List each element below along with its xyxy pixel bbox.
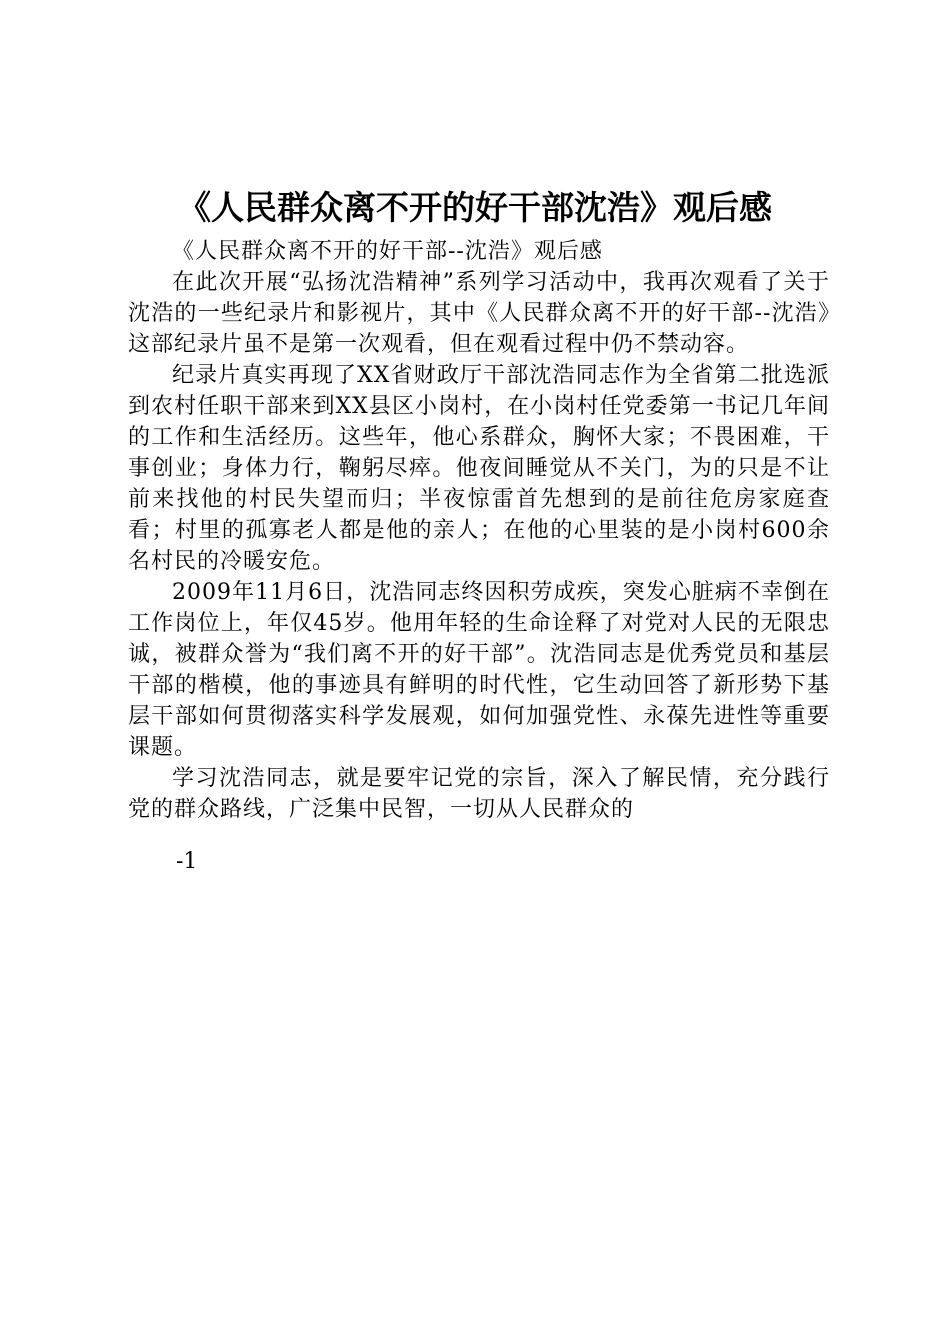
document-title: 《人民群众离不开的好干部沈浩》观后感 bbox=[178, 188, 772, 227]
paragraph-death: 2009年11月6日，沈浩同志终因积劳成疾，突发心脏病不幸倒在工作岗位上，年仅45岁。他用年轻的生命诠释了对党对人民的无限忠诚，被群众誉为“我们离不开的好干部”。沈浩同志是优秀党员和基层干部的楷模，他的事迹具有鲜明的时代性，它生动回答了新形势下基层干部如何贯彻落实科学发展观，如何加强党性、永葆先进性等重要课题。 bbox=[128, 580, 830, 760]
paragraph-subtitle: 《人民群众离不开的好干部--沈浩》观后感 bbox=[172, 239, 603, 264]
paragraph-learning: 学习沈浩同志，就是要牢记党的宗旨，深入了解民情，充分践行党的群众路线，广泛集中民智，一切从人民群众的 bbox=[128, 766, 830, 822]
paragraph-intro: 在此次开展“弘扬沈浩精神”系列学习活动中，我再次观看了关于沈浩的一些纪录片和影视片，其中《人民群众离不开的好干部--沈浩》这部纪录片虽不是第一次观看，但在观看过程中仍不禁动容。 bbox=[128, 270, 830, 357]
paragraph-documentary: 纪录片真实再现了XX省财政厅干部沈浩同志作为全省第二批选派到农村任职干部来到XX县区小岗村，在小岗村任党委第一书记几年间的工作和生活经历。这些年，他心系群众，胸怀大家；不畏困难，干事创业；身体力行，鞠躬尽瘁。他夜间睡觉从不关门，为的只是不让前来找他的村民失望而归；半夜惊雷首先想到的是前往危房家庭查看；村里的孤寡老人都是他的亲人；在他的心里装的是小岗村600余名村民的冷暖安危。 bbox=[128, 363, 830, 574]
document-body bbox=[128, 236, 830, 825]
page-number: -1 bbox=[176, 849, 198, 874]
